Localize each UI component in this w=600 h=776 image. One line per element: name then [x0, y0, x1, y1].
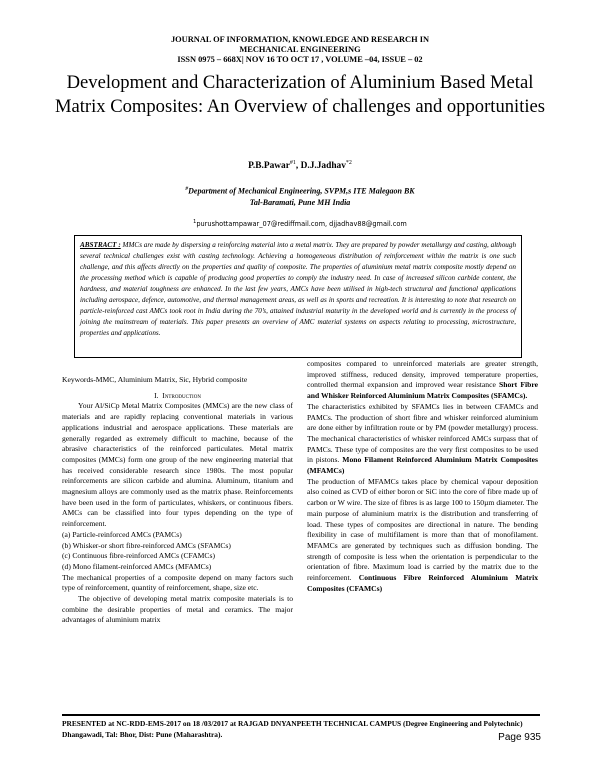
affiliation-department: Department of Mechanical Engineering, SVPM,s ITE Malegaon BK	[188, 186, 415, 196]
intro-paragraph-1: Your Al/SiCp Metal Matrix Composites (MMCs) are the new class of materials and are rapidly replacing conventional materials in various applications industrial and aerospace applications. These materials are generally regarded as extremely difficult to machine, because of the abrasive characteristics of the reinforced particulates. Metal matrix composites (MMCs) form one group of the new engineering material that has received considerable research since 1980s. The most popular reinforcements are silicon carbide and alumina. Aluminum, titanium and magnesium alloys are commonly used as the matrix phase. Reinforcements have been used in the form of particulates, whiskers, or continuous fibers. AMCs can be classified into four types depending on the type of reinforcement.	[62, 401, 293, 529]
right-paragraph-3	[307, 477, 538, 595]
right-paragraph-2-text: The characteristics exhibited by SFAMCs lies in between CFAMCs and PAMCs. The production of short fibre and whisker reinforced aluminium are done either by infiltration route or by PM (powder metallurgy) process. The mechanical characteristics of whisker reinforced AMCs surpass that of PAMCs. These type of composites are the very first composites to be used in pistons.	[307, 401, 538, 465]
section-heading-introduction	[62, 391, 293, 402]
journal-name-line1: JOURNAL OF INFORMATION, KNOWLEDGE AND RESEARCH IN	[170, 35, 429, 44]
right-column	[307, 359, 538, 594]
subheading-mfamcs: Mono Filament Reinforced Aluminium Matrix Composites (MFAMCs)	[307, 455, 538, 476]
author-1: P.B.Pawar	[248, 161, 290, 172]
list-item-cfamcs: (c) Continuous fibre-reinforced AMCs (CFAMCs)	[62, 551, 215, 561]
list-item-pamcs: (a) Particle-reinforced AMCs (PAMCs)	[62, 529, 182, 539]
email-addresses: purushottampawar_07@rediffmail.com, djjadhav88@gmail.com	[196, 220, 407, 229]
subheading-cfamcs: Continuous Fibre Reinforced Aluminium Matrix Composites (CFAMCs)	[307, 573, 538, 593]
footer-divider	[62, 714, 540, 716]
abstract-text: MMCs are made by dispersing a reinforcing material into a metal matrix. They are prepared by powder metallurgy and casting, although several technical challenges exist with casting technology. Achieving a homogeneous distribution of reinforcement within the matrix is one such challenge, and this affects directly on the properties and quality of composite. The properties of aluminium metal matrix composite mostly depend on the processing method which is capable of producing good properties to comply the industry need. In case of increased silicon carbide content, the hardness, and material toughness are enhanced. In the last few years, AMCs have been utilised in high-tech structural and functional applications including aerospace, defence, automotive, and thermal management areas, as well as in sports and recreation. It is interesting to note that research on particle-reinforced cast AMCs took root in India during the 70’s, attained industrial maturity in the developed world and is currently in the process of joining the mainstream of materials. This paper presents an overview of AMC material systems on aspects relating to processing, microstructure, properties and applications.	[80, 241, 517, 337]
author-2-mark: *2	[345, 160, 352, 166]
right-paragraph-1	[307, 359, 538, 402]
right-paragraph-1-text: composites compared to unreinforced materials are greater strength, improved stiffness, reduced density, improved temperature properties, controlled thermal expansion and improved wear resistance	[307, 359, 538, 390]
list-item-sfamcs: (b) Whisker-or short fibre-reinforced AMCs (SFAMCs)	[62, 540, 231, 550]
journal-issn-line: ISSN 0975 – 668X| NOV 16 TO OCT 17 , VOLUME –04, ISSUE – 02	[177, 55, 423, 64]
intro-paragraph-2: The mechanical properties of a composite depend on many factors such type of reinforcement, quantity of reinforcement, shape, size etc.	[62, 572, 293, 593]
section-title: Introduction	[162, 390, 201, 400]
author-list	[0, 160, 600, 171]
affiliation-mark: #	[185, 186, 189, 192]
page-number: Page 935	[498, 732, 541, 743]
abstract-label: ABSTRACT :	[80, 241, 121, 249]
list-item-mfamcs: (d) Mono filament-reinforced AMCs (MFAMCs)	[62, 561, 212, 571]
journal-name-line2: MECHANICAL ENGINEERING	[239, 45, 361, 54]
abstract-box	[74, 235, 522, 358]
subheading-sfamcs: Short Fibre and Whisker Reinforced Aluminium Matrix Composites (SFAMCs).	[307, 380, 538, 401]
affiliation	[0, 184, 600, 208]
author-2: D.J.Jadhav	[300, 161, 346, 172]
left-column	[62, 375, 293, 626]
right-paragraph-3-text: The production of MFAMCs takes place by chemical vapour deposition also coined as CVD of either boron or SiC into the core of fibre made up of carbon or W wire. The size of fibres is as large 100 to 150µm diameter. The main purpose of aluminium matrix is the distribution and transferring of load. These types of composites are directional in nature. The bending flexibility in case of multifilament is more than that of monofilament. MFAMCs are generated by techniques such as diffusion bonding. The strength of composite is less when the orientation is perpendicular to the orientation of fibre. Maximum load is carried by the matrix due to the reinforcement.	[307, 476, 538, 583]
keywords: Keywords-MMC, Aluminium Matrix, Sic, Hybrid composite	[62, 375, 248, 384]
right-paragraph-2	[307, 402, 538, 477]
journal-header	[0, 35, 600, 65]
section-number: I.	[154, 390, 159, 400]
author-1-mark: #1	[289, 160, 296, 166]
paper-title: Development and Characterization of Aluminium Based Metal Matrix Composites: An Overview of challenges and opportunities	[54, 72, 546, 117]
email-mark: 1	[193, 219, 197, 225]
author-separator: ,	[295, 161, 301, 172]
intro-paragraph-3: The objective of developing metal matrix composite materials is to combine the desirable properties of metal and ceramics. The major advantages of aluminium matrix	[62, 594, 293, 625]
footer-text: PRESENTED at NC-RDD-EMS-2017 on 18 /03/2017 at RAJGAD DNYANPEETH TECHNICAL CAMPUS (Degree Engineering and Polytechnic) Dhangawadi, Tal: Bhor, Dist: Pune (Maharashtra).	[62, 719, 523, 739]
affiliation-location: Tal-Baramati, Pune MH India	[249, 197, 351, 207]
author-emails	[0, 219, 600, 228]
